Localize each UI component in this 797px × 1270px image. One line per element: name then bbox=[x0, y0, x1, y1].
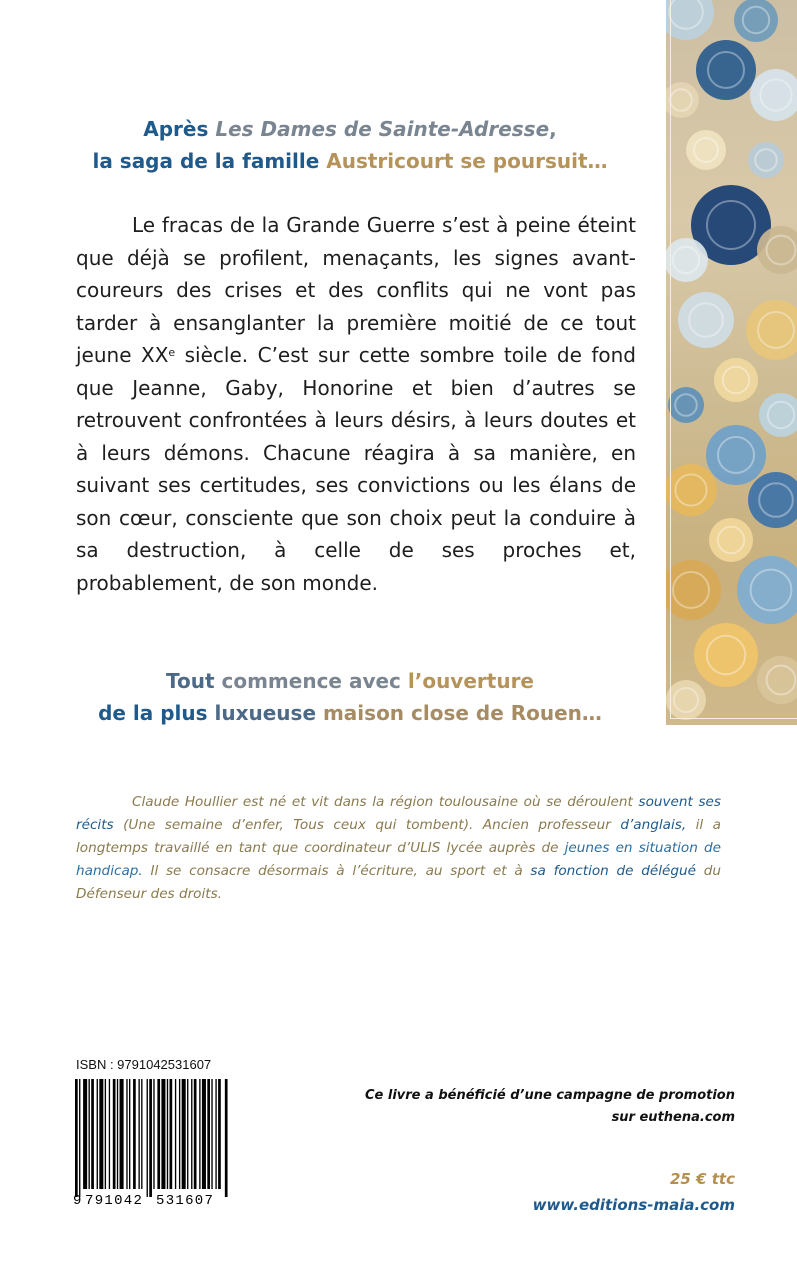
price: 25 € ttc bbox=[670, 1170, 735, 1188]
barcode-digit-first: 9 bbox=[73, 1193, 82, 1207]
author-bio: Claude Houllier est né et vit dans la région toulousaine où se déroulent souvent ses récits (Une semaine d’enfer, Tous ceux qui tombent). Ancien professeur d’anglais, il a longtemps travaillé en tant que coordinateur d’ULIS lycée auprès de jeunes en situation de handicap. Il se consacre désormais à l’écriture, au sport et à sa fonction de délégué du Défenseur des droits. bbox=[76, 794, 722, 902]
publisher-website: www.editions-maia.com bbox=[532, 1196, 735, 1214]
headline-bottom-line2: de la plus luxueuse maison close de Rouen… bbox=[98, 701, 602, 725]
headline-top-line1: Après Les Dames de Sainte-Adresse, bbox=[143, 117, 557, 141]
book-title-reference: Les Dames de Sainte-Adresse bbox=[215, 117, 550, 141]
barcode bbox=[71, 1077, 229, 1207]
headline-bottom bbox=[60, 665, 640, 729]
barcode-digits-right: 531607 bbox=[156, 1193, 215, 1207]
cover-artwork bbox=[666, 0, 797, 725]
isbn-label: ISBN : 9791042531607 bbox=[76, 1057, 212, 1072]
blurb-paragraph: Le fracas de la Grande Guerre s’est à peine éteint que déjà se profilent, menaçants, les signes avant-coureurs des crises et des conflits qui ne vont pas tarder à ensanglanter la première moitié de ce tout jeune XXe siècle. C’est sur cette sombre toile de fond que Jeanne, Gaby, Honorine et bien d’autres se retrouvent confrontées à leurs désirs, à leurs doutes et à leurs démons. Chacune réagira à sa manière, en suivant ses certitudes, ses convictions ou les élans de son cœur, consciente que son choix peut la conduire à sa destruction, à celle de ses proches et, probablement, de son monde. bbox=[76, 213, 636, 595]
headline-top bbox=[60, 113, 640, 177]
barcode-digits-left: 791042 bbox=[85, 1193, 144, 1207]
headline-bottom-line1: Tout commence avec l’ouverture bbox=[165, 669, 534, 693]
headline-top-line2: la saga de la famille Austricourt se poursuit… bbox=[92, 149, 608, 173]
promotion-note: Ce livre a bénéficié d’une campagne de promotion sur euthena.com bbox=[365, 1088, 735, 1125]
